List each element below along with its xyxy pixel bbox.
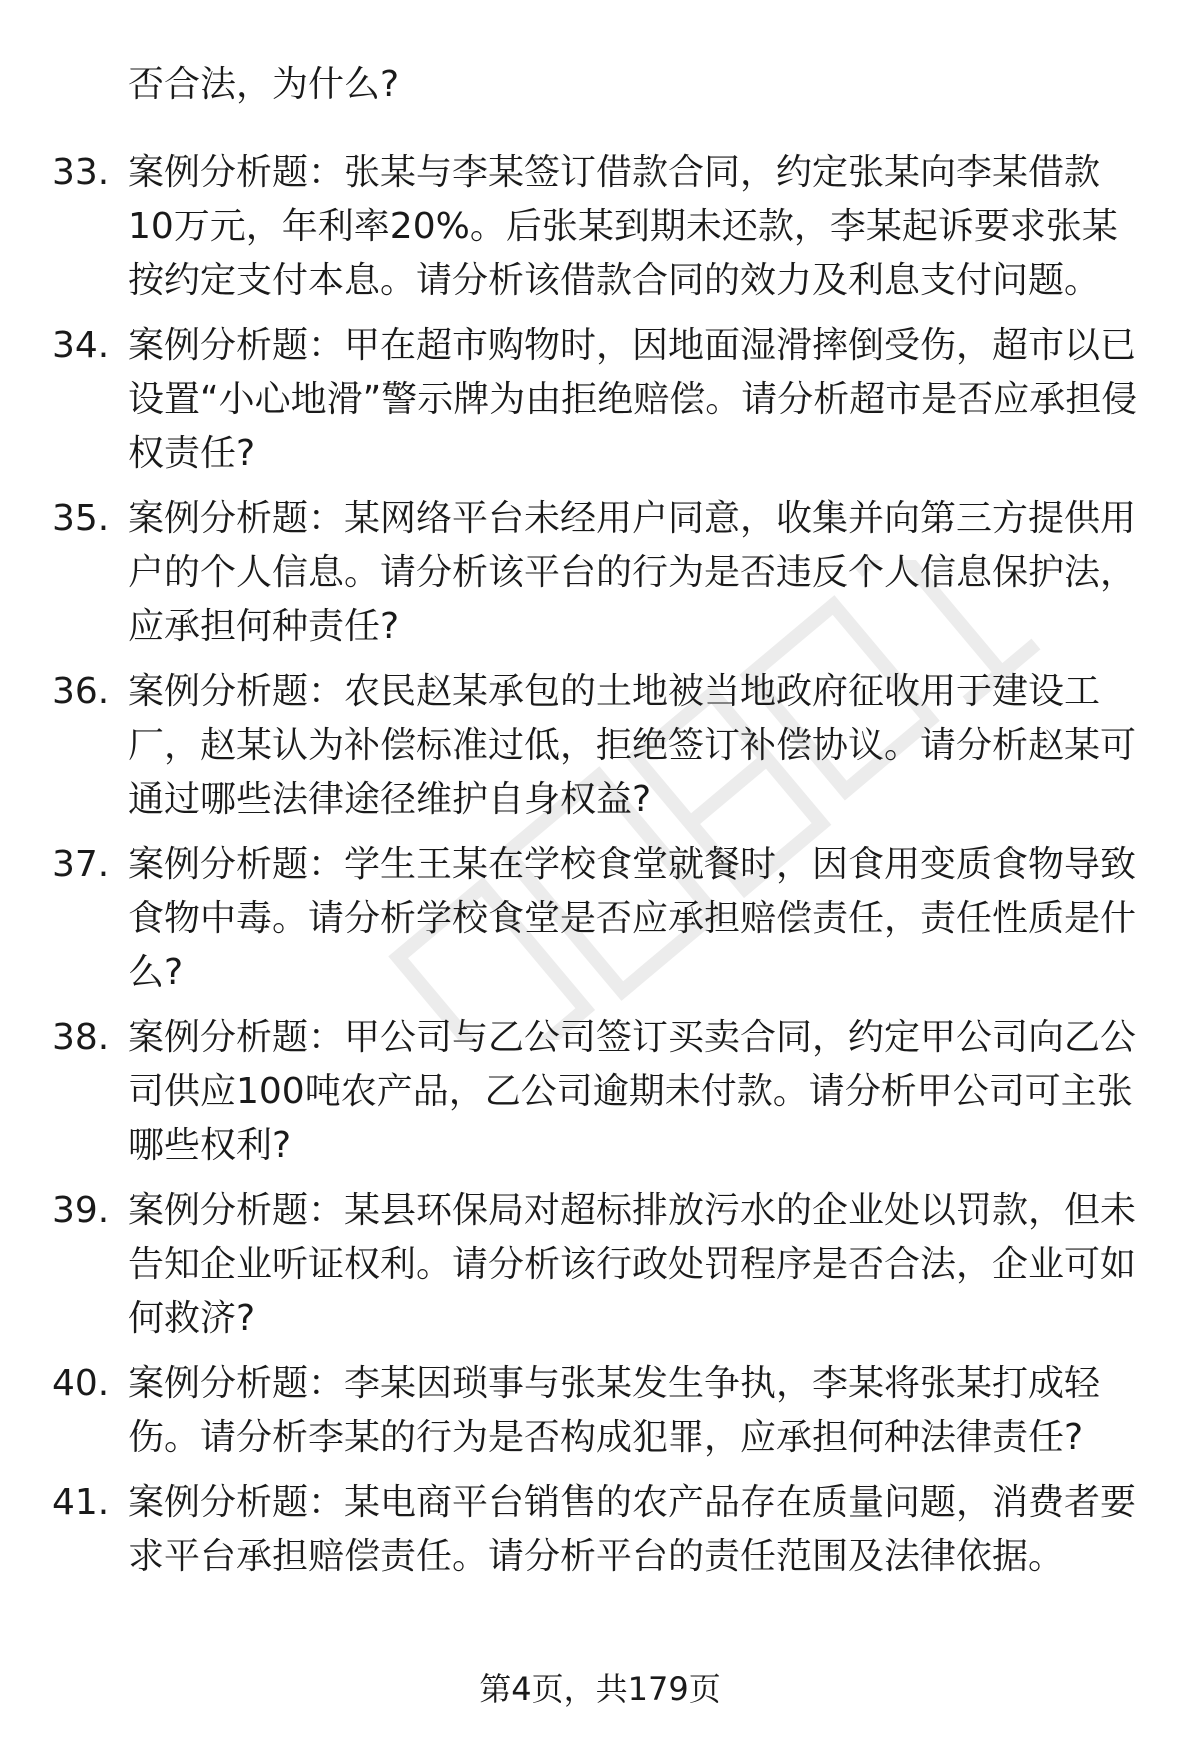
question-number: 37. [52, 844, 110, 885]
question-number: 33. [52, 152, 110, 193]
question-text: 案例分析题：某网络平台未经用户同意，收集并向第三方提供用户的个人信息。请分析该平台的行为是否违反个人信息保护法，应承担何种责任? [128, 498, 1137, 647]
question-item [0, 665, 1200, 827]
question-number: 34. [52, 325, 110, 366]
question-number: 38. [52, 1017, 110, 1058]
question-text: 案例分析题：某电商平台销售的农产品存在质量问题，消费者要求平台承担赔偿责任。请分析平台的责任范围及法律依据。 [128, 1482, 1137, 1577]
continuation-text: 否合法，为什么? [128, 64, 400, 105]
question-item [0, 838, 1200, 1000]
question-number: 41. [52, 1482, 110, 1523]
question-text: 案例分析题：某县环保局对超标排放污水的企业处以罚款，但未告知企业听证权利。请分析该行政处罚程序是否合法，企业可如何救济? [128, 1190, 1137, 1339]
question-text: 案例分析题：李某因琐事与张某发生争执，李某将张某打成轻伤。请分析李某的行为是否构成犯罪，应承担何种法律责任? [128, 1363, 1101, 1458]
question-text: 案例分析题：甲公司与乙公司签订买卖合同，约定甲公司向乙公司供应100吨农产品，乙公司逾期未付款。请分析甲公司可主张哪些权利? [128, 1017, 1137, 1166]
question-number: 40. [52, 1363, 110, 1404]
question-item [0, 146, 1200, 308]
question-item [0, 319, 1200, 481]
question-number: 36. [52, 671, 110, 712]
question-item [0, 1011, 1200, 1173]
question-item [0, 1184, 1200, 1346]
question-item [0, 492, 1200, 654]
question-item [0, 1357, 1200, 1465]
question-text: 案例分析题：农民赵某承包的土地被当地政府征收用于建设工厂，赵某认为补偿标准过低，拒绝签订补偿协议。请分析赵某可通过哪些法律途径维护自身权益? [128, 671, 1137, 820]
question-text: 案例分析题：张某与李某签订借款合同，约定张某向李某借款10万元，年利率20%。后张某到期未还款，李某起诉要求张某按约定支付本息。请分析该借款合同的效力及利息支付问题。 [128, 152, 1118, 301]
question-list [0, 146, 1200, 1595]
question-text: 案例分析题：学生王某在学校食堂就餐时，因食用变质食物导致食物中毒。请分析学校食堂是否应承担赔偿责任，责任性质是什么? [128, 844, 1137, 993]
question-item [0, 1476, 1200, 1584]
page-footer: 第4页，共179页 [479, 1670, 721, 1708]
question-number: 35. [52, 498, 110, 539]
question-number: 39. [52, 1190, 110, 1231]
question-text: 案例分析题：甲在超市购物时，因地面湿滑摔倒受伤，超市以已设置“小心地滑”警示牌为由拒绝赔偿。请分析超市是否应承担侵权责任? [128, 325, 1138, 474]
